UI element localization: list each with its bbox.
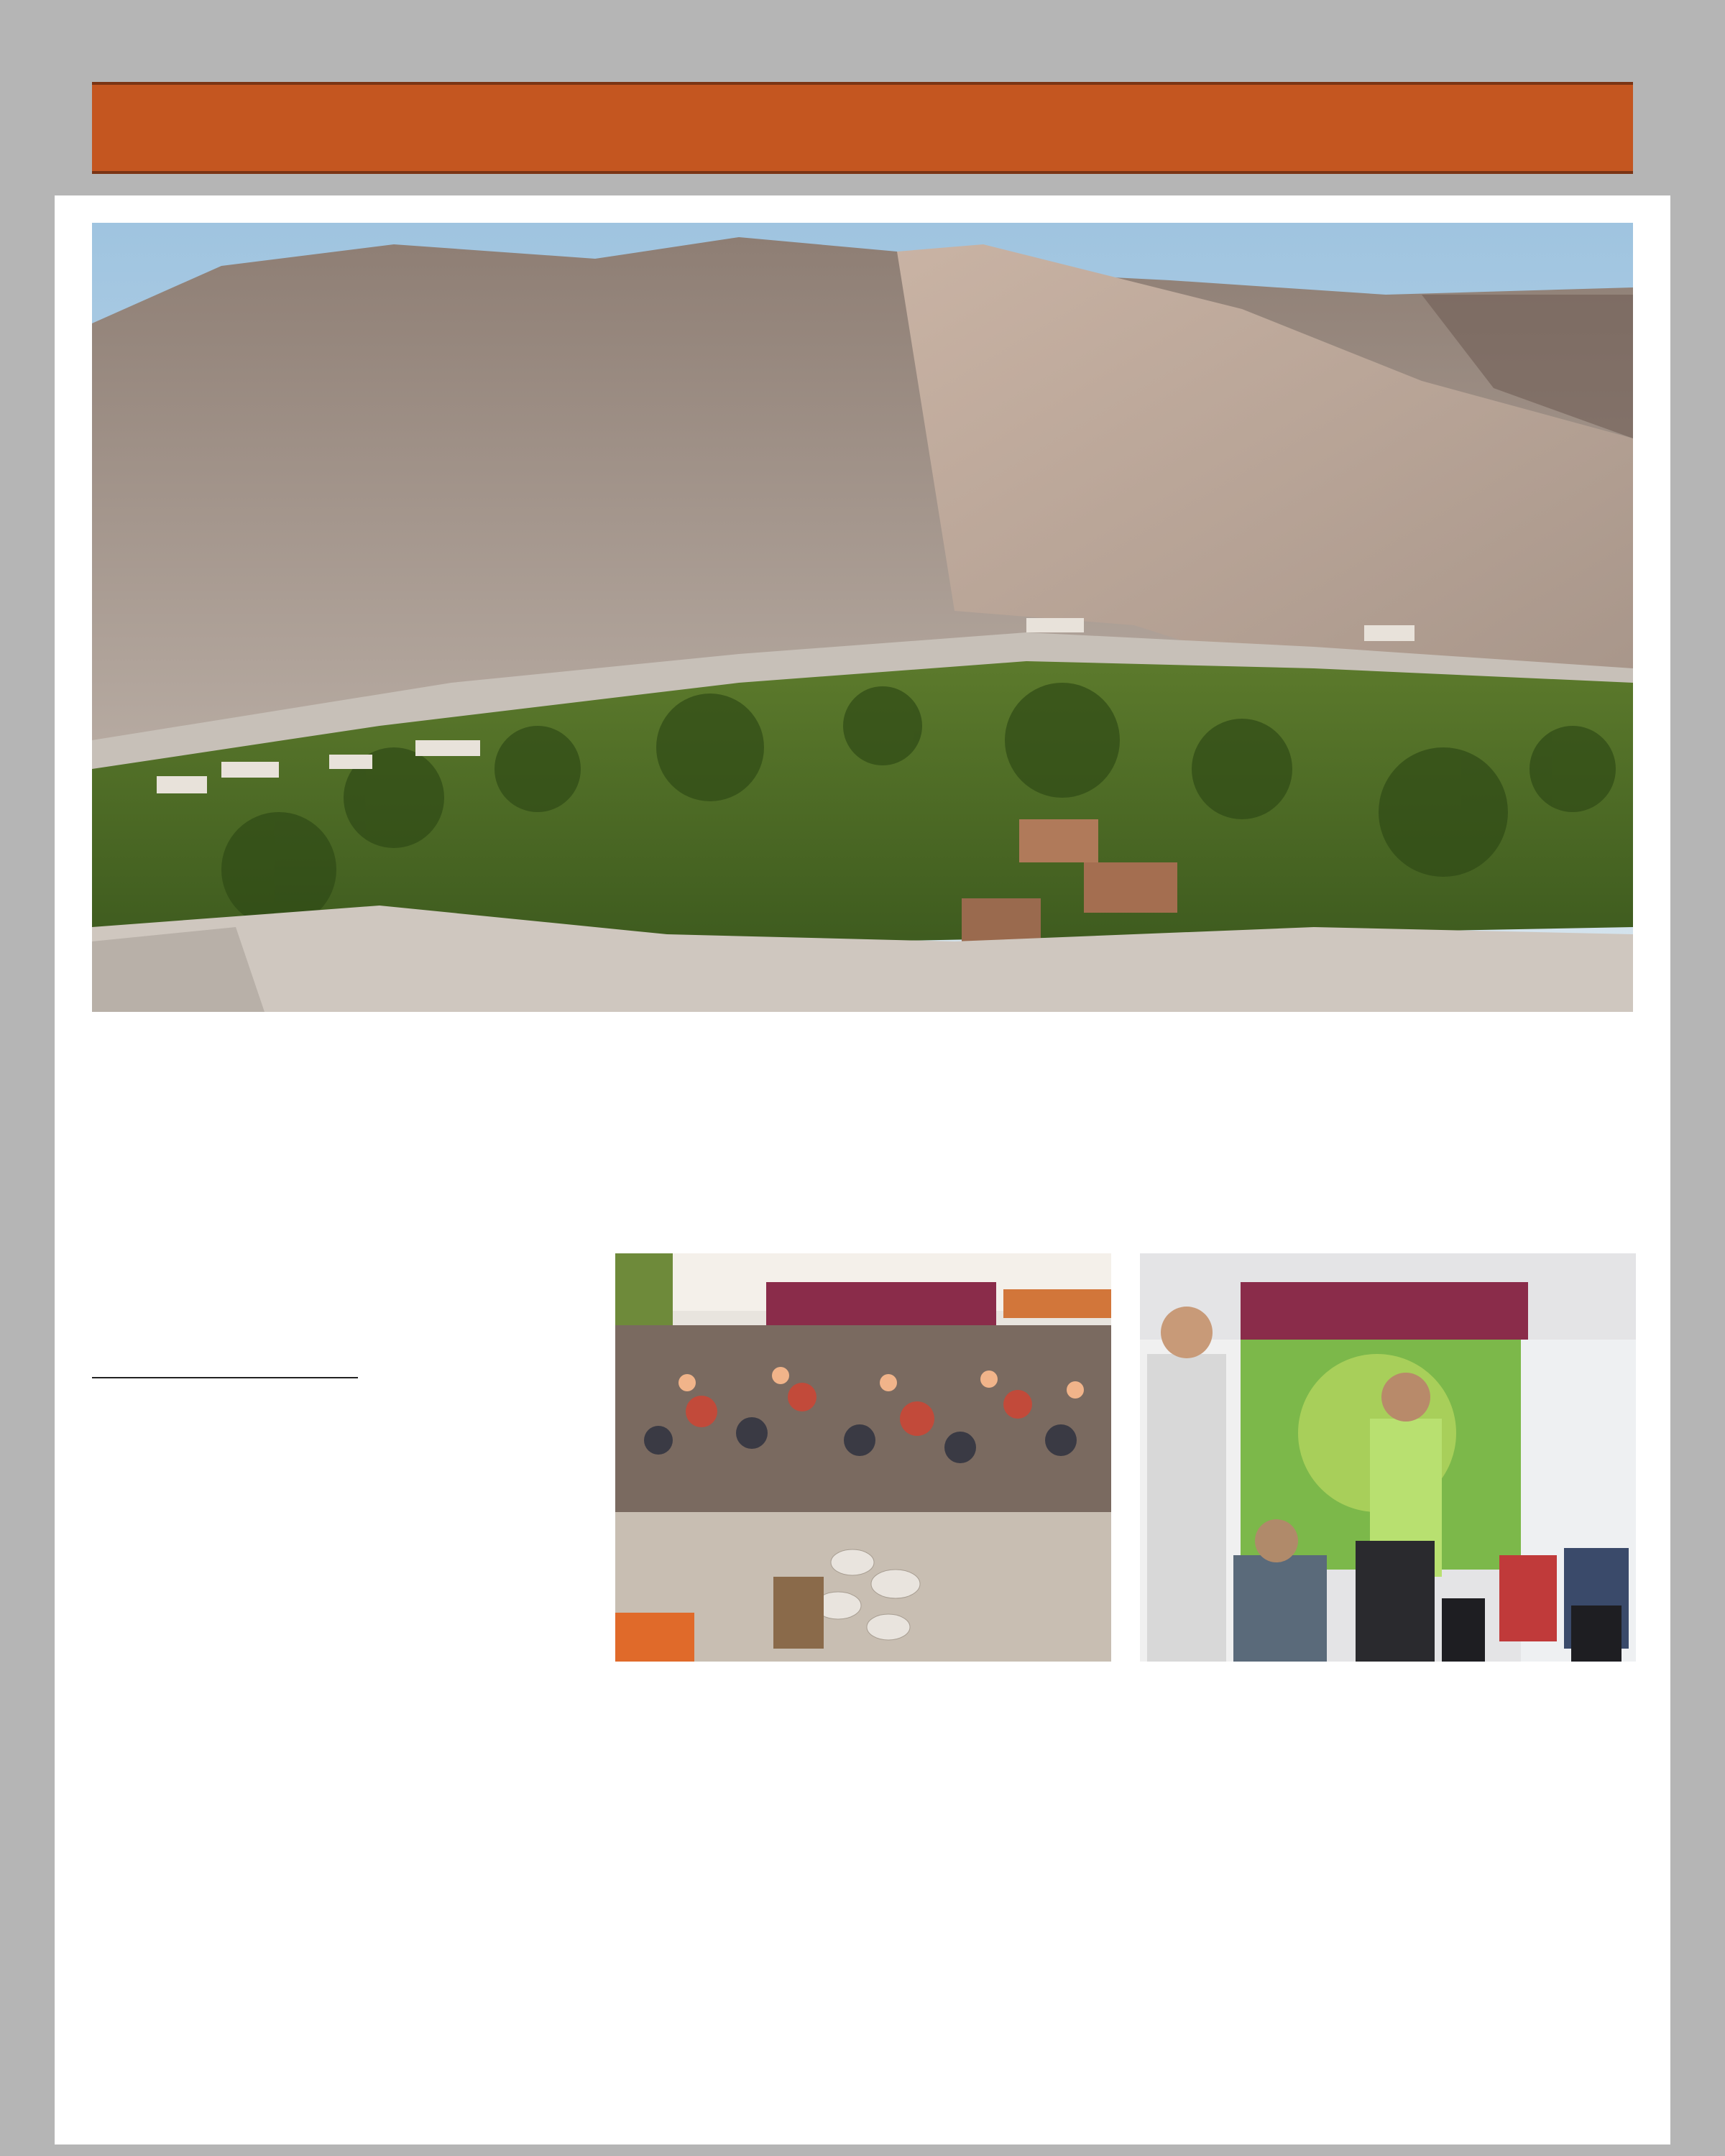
announcement-photo (1140, 1253, 1636, 1662)
byline (92, 1368, 358, 1378)
section-header-bar (92, 82, 1633, 174)
festival-photo (615, 1253, 1111, 1662)
valley-landscape-image (92, 223, 1633, 1012)
festival-crowd-image (615, 1253, 1111, 1662)
newspaper-page (55, 195, 1670, 2145)
main-photo (92, 223, 1633, 1012)
announcement-speaker-image (1140, 1253, 1636, 1662)
